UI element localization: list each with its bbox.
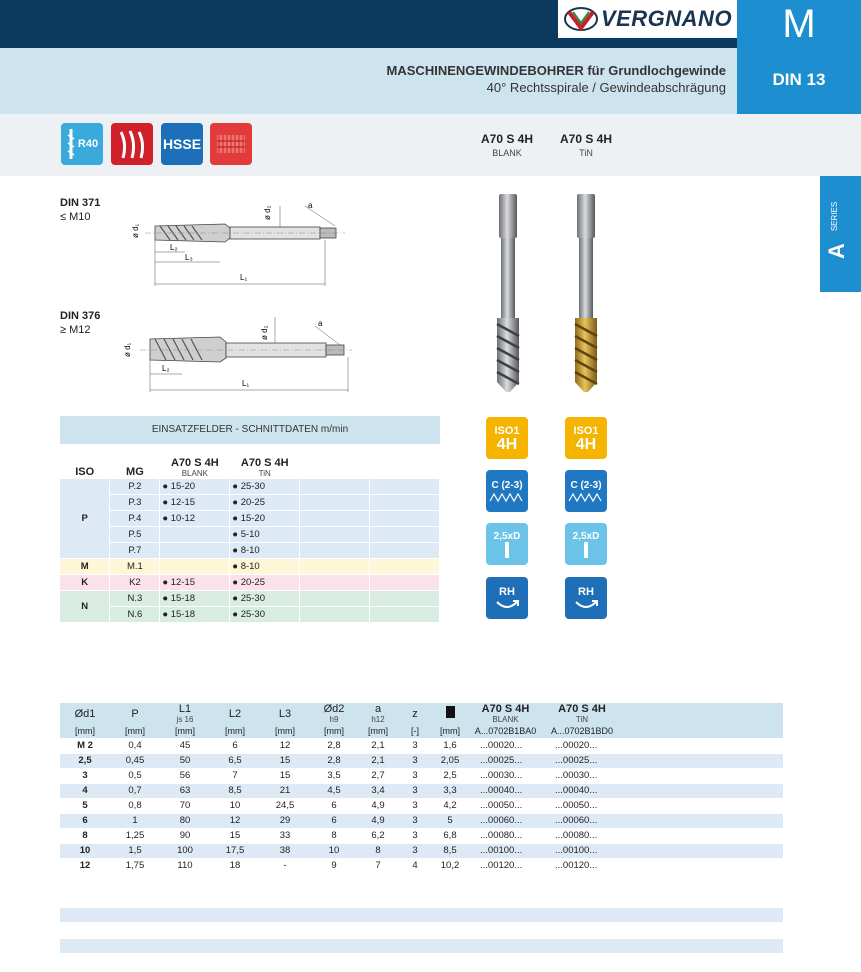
chip-flute-icon <box>111 123 153 165</box>
cutting-speed <box>230 526 300 542</box>
article-code: ...00040... <box>543 783 621 798</box>
spec-row <box>60 798 783 813</box>
tap-image-tin <box>566 190 606 396</box>
cutting-speed <box>230 478 300 494</box>
spec-value: 7 <box>210 768 260 783</box>
speed-value: 8-10 <box>240 544 260 556</box>
col-tin-coating: TiN <box>258 468 271 478</box>
rotate-arrow-icon <box>572 598 600 610</box>
unit-label: [mm] <box>110 724 160 738</box>
label-d1: ø d₁ <box>131 223 140 238</box>
col-iso: ISO <box>60 448 110 478</box>
spec-value: 29 <box>260 813 310 828</box>
application-table <box>60 448 440 623</box>
bullet-icon: ● <box>232 592 241 604</box>
header-label: L1 <box>178 703 192 715</box>
unit-label: [mm] <box>260 724 310 738</box>
spec-column-header <box>160 703 210 724</box>
spec-value: 3 <box>398 843 432 858</box>
rotate-arrow-icon <box>493 598 521 610</box>
spec-row <box>60 843 783 858</box>
cutting-speed <box>230 494 300 510</box>
column-head-blank: A70 S 4H <box>480 132 534 146</box>
material-group: P.2 <box>110 478 160 494</box>
spec-value: 3 <box>398 753 432 768</box>
spec-column-header <box>210 703 260 724</box>
article-code: ...00050... <box>468 798 543 813</box>
spec-value: 12 <box>260 738 310 753</box>
depth-badge <box>486 523 528 565</box>
bullet-icon: ● <box>162 496 171 508</box>
col-mg: MG <box>110 448 160 478</box>
article-code: ...00060... <box>468 813 543 828</box>
label-l2: L₂ <box>170 243 178 252</box>
thread-size: 8 <box>60 828 110 843</box>
spec-value: 3 <box>398 813 432 828</box>
thread-size: 6 <box>60 813 110 828</box>
cutting-speed <box>230 574 300 590</box>
category-letter: M <box>782 2 816 46</box>
iso-group: M <box>60 558 110 574</box>
cutting-speed <box>160 574 230 590</box>
spec-value: 2,1 <box>358 753 398 768</box>
col-blank-coating: BLANK <box>181 468 208 478</box>
speed-value: 15-18 <box>170 592 196 604</box>
cutting-speed <box>230 558 300 574</box>
chamfer-badge <box>565 470 607 512</box>
spec-value: 3 <box>398 783 432 798</box>
bullet-icon: ● <box>232 576 241 588</box>
spec-value: 4,9 <box>358 798 398 813</box>
drawing-2-range: ≥ M12 <box>60 324 91 336</box>
article-code: ...00040... <box>468 783 543 798</box>
bullet-icon: ● <box>162 608 171 620</box>
tap-drawing-din376 <box>123 312 360 394</box>
table-filler-row <box>60 908 783 922</box>
cutting-speed <box>160 590 230 606</box>
header-label: A70 S 4H <box>558 703 606 715</box>
spec-value: 10 <box>210 798 260 813</box>
drill-size-icon <box>446 706 455 718</box>
spec-value: 4,2 <box>432 798 468 813</box>
iso-group: P <box>60 478 110 558</box>
speed-value: 8-10 <box>240 560 260 572</box>
right-hand-badge <box>565 577 607 619</box>
drawing-1-range: ≤ M10 <box>60 211 91 223</box>
bullet-icon: ● <box>232 608 241 620</box>
spec-value: 2,1 <box>358 738 398 753</box>
label-l2: L₂ <box>162 364 170 373</box>
spiral-r40-icon <box>61 123 103 165</box>
header-label: z <box>412 707 418 720</box>
iso-tolerance-badge <box>486 417 528 459</box>
spec-value: 70 <box>160 798 210 813</box>
spec-value: 6,2 <box>358 828 398 843</box>
spec-value: 4,9 <box>358 813 398 828</box>
direction-label: RH <box>499 586 515 598</box>
spec-row <box>60 738 783 753</box>
thread-size: 12 <box>60 858 110 873</box>
series-word: SERIES <box>830 201 840 232</box>
speed-value: 25-30 <box>240 608 265 620</box>
spec-value: 3 <box>398 768 432 783</box>
cutting-speed <box>160 558 230 574</box>
col-blank <box>160 448 230 478</box>
unit-label: [mm] <box>358 724 398 738</box>
iso-badge-bottom: 4H <box>496 436 518 453</box>
spec-value: 8 <box>358 843 398 858</box>
spec-value: 8 <box>310 828 358 843</box>
unit-label: A...0702B1BD0 <box>543 724 621 738</box>
spec-column-header <box>60 703 110 724</box>
standard-label: DIN 13 <box>772 70 826 89</box>
speed-value: 15-20 <box>170 480 196 492</box>
application-row <box>60 494 440 510</box>
spec-value: 45 <box>160 738 210 753</box>
logo-emblem-icon <box>563 6 599 32</box>
thread-size: 10 <box>60 843 110 858</box>
chamfer-label: C (2-3) <box>491 479 523 491</box>
spec-value: 7 <box>358 858 398 873</box>
bullet-icon: ● <box>232 480 241 492</box>
spec-value: 33 <box>260 828 310 843</box>
label-a: a <box>318 319 323 328</box>
article-code: ...00030... <box>468 768 543 783</box>
spec-value: 3 <box>398 738 432 753</box>
application-row <box>60 590 440 606</box>
depth-badge <box>565 523 607 565</box>
speed-value: 25-30 <box>240 592 265 604</box>
spec-value: 5 <box>432 813 468 828</box>
speed-value: 20-25 <box>240 576 265 588</box>
tap-image-blank <box>488 190 528 396</box>
speed-value: 15-18 <box>170 608 196 620</box>
category-box <box>737 0 861 114</box>
spec-value: 90 <box>160 828 210 843</box>
spec-value: 50 <box>160 753 210 768</box>
spec-column-header <box>110 703 160 724</box>
header-label: L3 <box>278 707 292 720</box>
unit-label: [mm] <box>60 724 110 738</box>
article-code: ...00120... <box>468 858 543 873</box>
spec-value: 3 <box>398 828 432 843</box>
bullet-icon: ● <box>232 512 241 524</box>
cutting-speed <box>160 494 230 510</box>
material-hsse-icon <box>161 123 203 165</box>
spec-header-row <box>60 703 783 724</box>
header-sub: BLANK <box>492 715 519 724</box>
material-group: P.4 <box>110 510 160 526</box>
spec-value: 18 <box>210 858 260 873</box>
spec-value: 12 <box>210 813 260 828</box>
spec-value: 2,8 <box>310 738 358 753</box>
material-label: HSSE <box>162 136 202 152</box>
speed-value: 10-12 <box>170 512 196 524</box>
material-group: N.6 <box>110 606 160 622</box>
thread-size: 4 <box>60 783 110 798</box>
drawing-2-standard: DIN 376 <box>60 310 101 322</box>
col-tin <box>230 448 300 478</box>
thread-size: M 2 <box>60 738 110 753</box>
article-code: ...00080... <box>543 828 621 843</box>
series-letter: A <box>823 243 849 259</box>
cutting-speed <box>230 542 300 558</box>
spec-value: 24,5 <box>260 798 310 813</box>
unit-label: [-] <box>398 724 432 738</box>
right-hand-badge <box>486 577 528 619</box>
spec-row <box>60 828 783 843</box>
spec-value: 6 <box>310 813 358 828</box>
spec-value: 15 <box>210 828 260 843</box>
spec-value: 3,4 <box>358 783 398 798</box>
application-row <box>60 510 440 526</box>
spec-value: 38 <box>260 843 310 858</box>
thread-size: 3 <box>60 768 110 783</box>
spec-value: 63 <box>160 783 210 798</box>
page-subtitle: 40° Rechtsspirale / Gewindeabschrägung <box>486 80 726 95</box>
spec-value: 8,5 <box>210 783 260 798</box>
article-code: ...00020... <box>468 738 543 753</box>
spec-value: 15 <box>260 753 310 768</box>
label-d2: ø d₂ <box>260 325 269 340</box>
material-group: P.3 <box>110 494 160 510</box>
label-l1: L₁ <box>240 273 248 282</box>
cutting-speed <box>230 606 300 622</box>
spec-value: 0,45 <box>110 753 160 768</box>
material-group: M.1 <box>110 558 160 574</box>
spec-row <box>60 753 783 768</box>
logo-text: VERGNANO <box>600 6 733 31</box>
spec-value: 80 <box>160 813 210 828</box>
header-label: L2 <box>228 707 242 720</box>
table-filler-row <box>60 939 783 953</box>
unit-label: [mm] <box>210 724 260 738</box>
iso-tolerance-badge <box>565 417 607 459</box>
header-label: Ød2 <box>323 703 345 715</box>
iso-group: N <box>60 590 110 622</box>
spec-column-header <box>543 703 621 724</box>
thread-size: 5 <box>60 798 110 813</box>
label-d1: ø d₁ <box>123 342 132 357</box>
spec-column-header <box>398 703 432 724</box>
direction-label: RH <box>578 586 594 598</box>
cutting-speed <box>160 526 230 542</box>
spec-column-header <box>358 703 398 724</box>
spec-column-header <box>468 703 543 724</box>
article-code: ...00080... <box>468 828 543 843</box>
unit-label: [mm] <box>432 724 468 738</box>
spec-value: 21 <box>260 783 310 798</box>
spec-value: 0,5 <box>110 768 160 783</box>
application-row <box>60 606 440 622</box>
spec-value: 6 <box>210 738 260 753</box>
article-code: ...00030... <box>543 768 621 783</box>
spec-row <box>60 813 783 828</box>
spec-value: 15 <box>260 768 310 783</box>
spec-value: 2,5 <box>432 768 468 783</box>
depth-label: 2,5xD <box>572 530 600 542</box>
material-group: K2 <box>110 574 160 590</box>
unit-label: [mm] <box>160 724 210 738</box>
spec-value: 10 <box>310 843 358 858</box>
article-code: ...00020... <box>543 738 621 753</box>
label-l3: L₃ <box>185 253 193 262</box>
cutting-speed <box>160 542 230 558</box>
spec-units-row <box>60 724 783 738</box>
spec-value: 8,5 <box>432 843 468 858</box>
application-row <box>60 558 440 574</box>
spec-column-header <box>310 703 358 724</box>
bullet-icon: ● <box>162 576 171 588</box>
spec-value: 3,3 <box>432 783 468 798</box>
spec-value: 3,5 <box>310 768 358 783</box>
spec-value: 6,8 <box>432 828 468 843</box>
bullet-icon: ● <box>162 592 171 604</box>
spec-value: 6 <box>310 798 358 813</box>
thread-profile-icon <box>210 123 252 165</box>
col-blank-code: A70 S 4H <box>170 456 219 469</box>
article-code: ...00060... <box>543 813 621 828</box>
application-row <box>60 526 440 542</box>
spec-value: 0,8 <box>110 798 160 813</box>
material-group: N.3 <box>110 590 160 606</box>
header-label: A70 S 4H <box>481 703 530 715</box>
cutting-speed <box>160 606 230 622</box>
spec-value: 1 <box>110 813 160 828</box>
thread-size: 2,5 <box>60 753 110 768</box>
spec-value: 6,5 <box>210 753 260 768</box>
cutting-speed <box>160 510 230 526</box>
header-label: a <box>374 703 382 715</box>
spec-row <box>60 858 783 873</box>
bullet-icon: ● <box>232 560 241 572</box>
bullet-icon: ● <box>162 480 171 492</box>
spec-value: 10,2 <box>432 858 468 873</box>
label-l1: L₁ <box>242 379 250 388</box>
speed-value: 12-15 <box>170 496 196 508</box>
speed-value: 25-30 <box>240 480 265 492</box>
article-code: ...00025... <box>468 753 543 768</box>
header-label: Ød1 <box>74 707 96 720</box>
brand-logo <box>558 0 737 38</box>
tap-drawing-din371 <box>130 196 350 288</box>
cutting-speed <box>160 478 230 494</box>
material-group: P.7 <box>110 542 160 558</box>
spec-row <box>60 783 783 798</box>
spec-table <box>60 703 783 874</box>
article-code: ...00100... <box>543 843 621 858</box>
depth-label: 2,5xD <box>493 530 521 542</box>
label-d2: ø d₂ <box>263 205 272 220</box>
spec-value: 0,4 <box>110 738 160 753</box>
header-label: P <box>131 707 139 720</box>
bullet-icon: ● <box>232 496 241 508</box>
application-table-title: EINSATZFELDER - SCHNITTDATEN m/min <box>60 416 440 444</box>
cutting-speed <box>230 590 300 606</box>
header-sub: TiN <box>575 715 589 724</box>
application-row <box>60 574 440 590</box>
article-code: ...00050... <box>543 798 621 813</box>
spec-value: - <box>260 858 310 873</box>
chamfer-badge <box>486 470 528 512</box>
col-tin-code: A70 S 4H <box>240 456 289 469</box>
unit-label: [mm] <box>310 724 358 738</box>
iso-group: K <box>60 574 110 590</box>
drawing-1-standard: DIN 371 <box>60 197 101 209</box>
cutting-speed <box>230 510 300 526</box>
bullet-icon: ● <box>232 544 241 556</box>
application-row <box>60 478 440 494</box>
spec-value: 1,75 <box>110 858 160 873</box>
speed-value: 5-10 <box>240 528 260 540</box>
speed-value: 12-15 <box>170 576 196 588</box>
speed-value: 15-20 <box>240 512 265 524</box>
spec-value: 1,6 <box>432 738 468 753</box>
iso-badge-bottom: 4H <box>575 436 597 453</box>
spec-row <box>60 768 783 783</box>
spec-value: 2,7 <box>358 768 398 783</box>
unit-label: A...0702B1BA0 <box>468 724 543 738</box>
spec-value: 2,8 <box>310 753 358 768</box>
article-code: ...00120... <box>543 858 621 873</box>
application-row <box>60 542 440 558</box>
bullet-icon: ● <box>162 512 171 524</box>
header-sub: h12 <box>371 715 385 724</box>
spec-value: 17,5 <box>210 843 260 858</box>
spec-value: 1,5 <box>110 843 160 858</box>
bullet-icon: ● <box>232 528 241 540</box>
spec-value: 100 <box>160 843 210 858</box>
spec-value: 2,05 <box>432 753 468 768</box>
material-group: P.5 <box>110 526 160 542</box>
column-sub-blank: BLANK <box>492 148 522 158</box>
speed-value: 20-25 <box>240 496 265 508</box>
header-sub: js 16 <box>176 715 194 724</box>
header-sub: h9 <box>329 715 339 724</box>
spec-value: 110 <box>160 858 210 873</box>
column-head-tin: A70 S 4H <box>559 132 613 146</box>
spec-column-header <box>432 703 468 724</box>
series-tab <box>820 176 861 292</box>
page-title: MASCHINENGEWINDEBOHRER für Grundlochgewinde <box>386 63 726 78</box>
label-a: a <box>308 201 313 210</box>
article-code: ...00025... <box>543 753 621 768</box>
chamfer-label: C (2-3) <box>570 479 602 491</box>
spec-value: 0,7 <box>110 783 160 798</box>
spec-value: 3 <box>398 798 432 813</box>
r40-label: R40 <box>77 138 99 150</box>
spec-value: 1,25 <box>110 828 160 843</box>
spec-value: 9 <box>310 858 358 873</box>
column-sub-tin: TiN <box>579 148 593 158</box>
spec-value: 56 <box>160 768 210 783</box>
article-code: ...00100... <box>468 843 543 858</box>
iso-badge-top: ISO1 <box>494 425 520 437</box>
spec-column-header <box>260 703 310 724</box>
spec-value: 4,5 <box>310 783 358 798</box>
iso-badge-top: ISO1 <box>573 425 599 437</box>
spec-value: 4 <box>398 858 432 873</box>
